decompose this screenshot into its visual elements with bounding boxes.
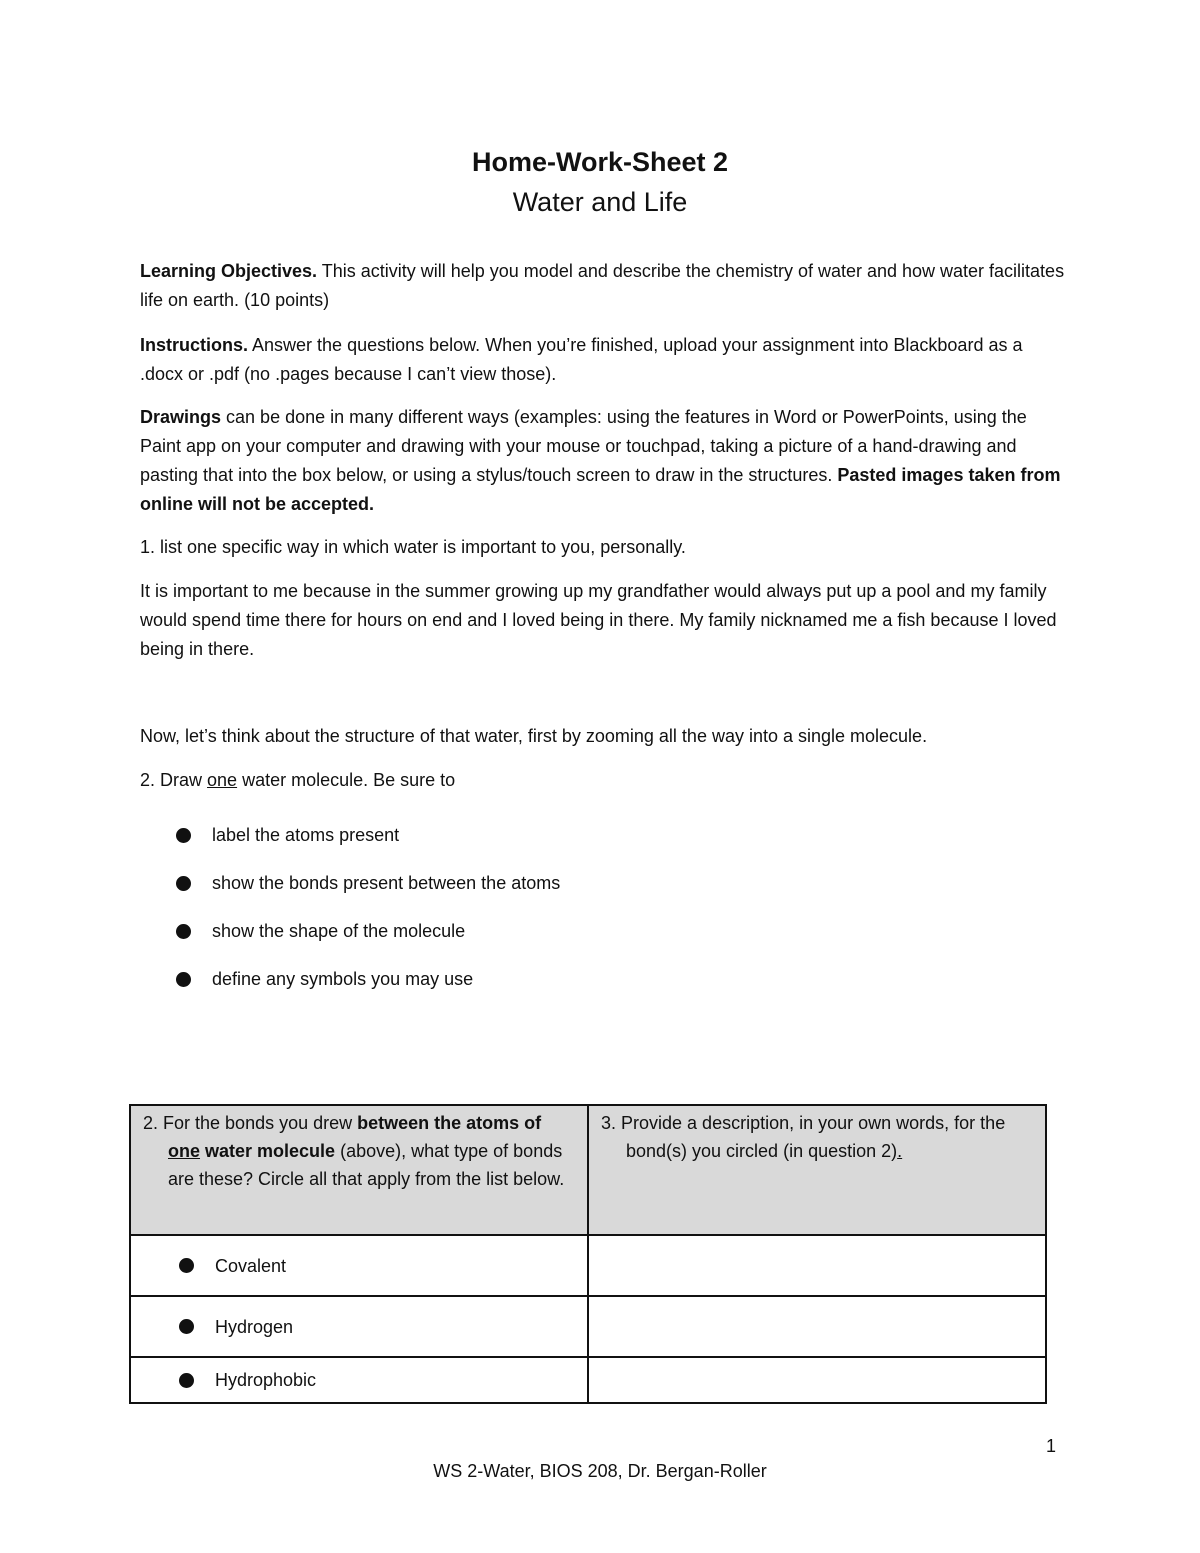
learning-objectives-paragraph <box>140 257 1070 315</box>
learning-objectives-text: This activity will help you model and describe the chemistry of water and how water facilitates life on earth. (10 points) <box>140 261 1065 310</box>
right-header-text: Provide a description, in your own words, for the bond(s) you circled (in question 2) <box>616 1113 1006 1161</box>
table-row <box>130 1357 1046 1403</box>
question2-prompt <box>140 766 1070 795</box>
instructions-label: Instructions. <box>140 335 249 355</box>
bullet-text: show the shape of the molecule <box>212 921 466 941</box>
instructions-paragraph <box>140 331 1070 389</box>
bullet-dot-icon <box>179 1373 194 1388</box>
description-answer-cell[interactable] <box>588 1235 1046 1296</box>
bond-option-label: Hydrophobic <box>215 1370 317 1390</box>
question2-prefix: 2. Draw <box>140 770 208 790</box>
question2-suffix: water molecule. Be sure to <box>237 770 456 790</box>
left-header-bold-2: water molecule <box>200 1141 336 1161</box>
page-number: 1 <box>1045 1436 1056 1456</box>
question2-emphasis: one <box>207 770 238 790</box>
bullet-dot-icon <box>176 924 191 939</box>
bond-option-cell[interactable] <box>130 1357 588 1403</box>
bullet-dot-icon <box>176 828 191 843</box>
bullet-dot-icon <box>176 876 191 891</box>
table-header-left <box>130 1105 588 1235</box>
bullet-item <box>176 822 399 848</box>
left-header-text: For the bonds you drew <box>158 1113 358 1133</box>
bullet-text: show the bonds present between the atoms <box>212 873 561 893</box>
drawings-label: Drawings <box>140 407 222 427</box>
left-header-bold: between the atoms of <box>357 1113 542 1133</box>
transition-text: Now, let’s think about the structure of that water, first by zooming all the way into a single molecule. <box>140 726 928 746</box>
table-header-right <box>588 1105 1046 1235</box>
bond-option-cell[interactable] <box>130 1296 588 1357</box>
drawings-text: can be done in many different ways (examples: using the features in Word or PowerPoints, using the Paint app on your computer and drawing with your mouse or touchpad, taking a picture of a hand-drawing and pasting that into the box below, or using a stylus/touch screen to draw in the structures. <box>140 407 1027 485</box>
bond-type-table <box>129 1104 1047 1404</box>
drawings-warning: Pasted images taken from online will not be accepted. <box>140 465 1061 514</box>
bond-option-label: Hydrogen <box>215 1316 294 1337</box>
bullet-dot-icon <box>179 1258 194 1273</box>
question1-answer[interactable]: It is important to me because in the summer growing up my grandfather would always put up a pool and my family would spend time there for hours on end and I loved being in there. My family nicknamed me a fish because I loved being in there. <box>140 581 1057 659</box>
instructions-text: Answer the questions below. When you’re finished, upload your assignment into Blackboard as a .docx or .pdf (no .pages because I can’t view those). <box>140 335 1023 384</box>
right-header-period: . <box>897 1141 903 1161</box>
bullet-dot-icon <box>176 972 191 987</box>
page-footer: WS 2-Water, BIOS 208, Dr. Bergan-Roller <box>433 1461 767 1481</box>
bullet-text: define any symbols you may use <box>212 969 474 989</box>
bond-option-cell[interactable] <box>130 1235 588 1296</box>
learning-objectives-label: Learning Objectives. <box>140 261 318 281</box>
page-subtitle: Water and Life <box>512 187 688 217</box>
table-row <box>130 1235 1046 1296</box>
bullet-text: label the atoms present <box>212 825 400 845</box>
question1-prompt: 1. list one specific way in which water is important to you, personally. <box>140 537 686 557</box>
bullet-item <box>176 918 465 944</box>
table-row <box>130 1296 1046 1357</box>
left-header-underline: one <box>168 1141 201 1161</box>
bullet-dot-icon <box>179 1319 194 1334</box>
description-answer-cell[interactable] <box>588 1357 1046 1403</box>
bullet-item <box>176 966 473 992</box>
bullet-item <box>176 870 560 896</box>
description-answer-cell[interactable] <box>588 1296 1046 1357</box>
left-header-number: 2. <box>143 1113 159 1133</box>
left-header-text-2: (above), what type of bonds are these? Circle all that apply from the list below. <box>168 1141 565 1189</box>
drawings-paragraph <box>140 403 1070 519</box>
right-header-number: 3. <box>601 1113 617 1133</box>
page-title: Home-Work-Sheet 2 <box>471 147 729 177</box>
bond-option-label: Covalent <box>215 1255 287 1276</box>
